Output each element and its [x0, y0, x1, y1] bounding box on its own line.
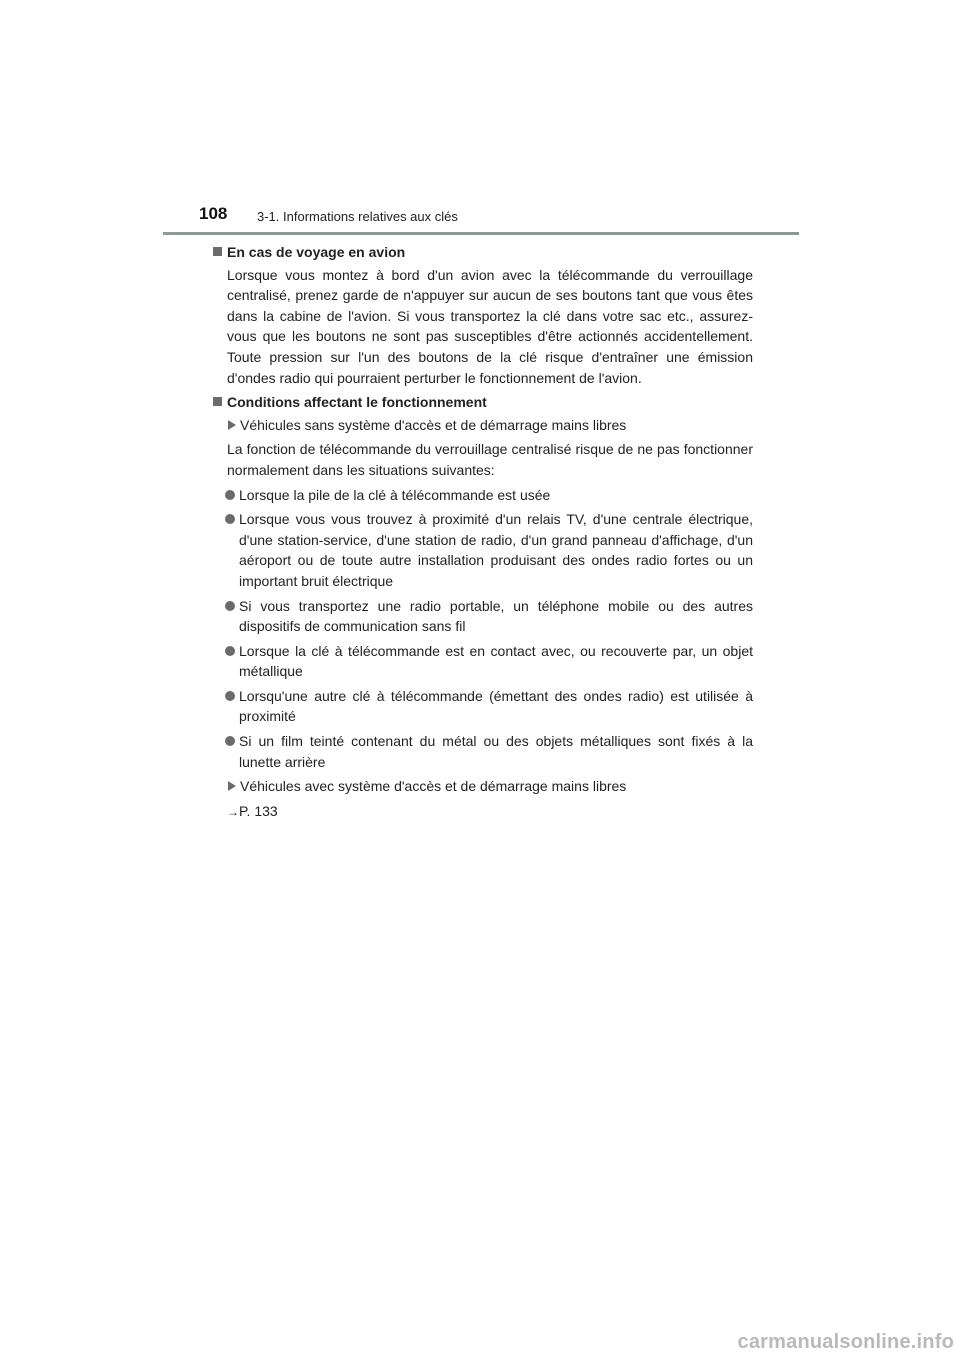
- square-icon: [213, 397, 222, 406]
- section-heading-text: En cas de voyage en avion: [227, 244, 406, 260]
- page-header: [0, 196, 960, 236]
- page-content: [213, 242, 753, 822]
- subsection-text: Véhicules sans système d'accès et de démarrage mains libres: [240, 416, 627, 433]
- page-reference[interactable]: [227, 801, 753, 823]
- section-heading-text: Conditions affectant le fonctionnement: [227, 394, 487, 411]
- list-item: [225, 596, 753, 637]
- square-icon: [213, 247, 222, 256]
- triangle-icon: [228, 781, 236, 791]
- list-item-text: Lorsqu'une autre clé à télécommande (émettant des ondes radio) est utilisée à proximité: [239, 687, 753, 725]
- list-item: [225, 509, 753, 591]
- header-rule: [163, 232, 799, 235]
- page-reference-text: P. 133: [239, 802, 278, 819]
- watermark: carmanualsonline.info: [737, 1331, 954, 1353]
- section-heading-conditions: [213, 392, 753, 413]
- section-title: 3-1. Informations relatives aux clés: [257, 209, 458, 224]
- list-item: [225, 641, 753, 682]
- subsection-text: Véhicules avec système d'accès et de démarrage mains libres: [240, 778, 627, 795]
- dot-icon: [225, 601, 235, 611]
- subsection-without-smart-access: [227, 415, 753, 436]
- list-item-text: Si un film teinté contenant du métal ou des objets métalliques sont fixés à la lunette arrière: [239, 733, 753, 770]
- list-item-text: Lorsque vous vous trouvez à proximité d'un relais TV, d'une centrale électrique, d'une station-service, d'une station de radio, d'un grand panneau d'affichage, d'un aéroport ou de toute autre installation produisant des ondes radio fortes ou un important bruit électrique: [239, 511, 753, 589]
- dot-icon: [225, 490, 235, 500]
- dot-icon: [225, 646, 235, 656]
- list-item: [225, 731, 753, 772]
- list-item: [225, 686, 753, 727]
- list-item-text: Lorsque la clé à télécommande est en contact avec, ou recouverte par, un objet métallique: [239, 642, 753, 680]
- arrow-right-icon: →: [227, 804, 239, 819]
- subsection-with-smart-access: [227, 776, 753, 797]
- list-item-text: Lorsque la pile de la clé à télécommande est usée: [239, 486, 551, 503]
- list-item-text: Si vous transportez une radio portable, un téléphone mobile ou des autres dispositifs de communication sans fil: [239, 597, 753, 635]
- section-heading-airplane: [213, 242, 753, 263]
- dot-icon: [225, 691, 235, 701]
- paragraph-airplane: Lorsque vous montez à bord d'un avion avec la télécommande du verrouillage centralisé, prenez garde de n'appuyer sur aucun de ses boutons tant que vous êtes dans la cabine de l'avion. Si vous transportez la clé dans votre sac etc., assurez-vous que les boutons ne sont pas susceptibles d'être actionnés accidentellement. Toute pression sur l'un des boutons de la clé risque d'entraîner une émission d'ondes radio qui pourraient perturber le fonctionnement de l'avion.: [227, 266, 753, 386]
- page-number: 108: [199, 204, 228, 223]
- triangle-icon: [228, 420, 236, 430]
- dot-icon: [225, 736, 235, 746]
- paragraph-intro: La fonction de télécommande du verrouillage centralisé risque de ne pas fonctionner normalement dans les situations suivantes:: [227, 441, 753, 478]
- dot-icon: [225, 514, 235, 524]
- list-item: [225, 485, 753, 506]
